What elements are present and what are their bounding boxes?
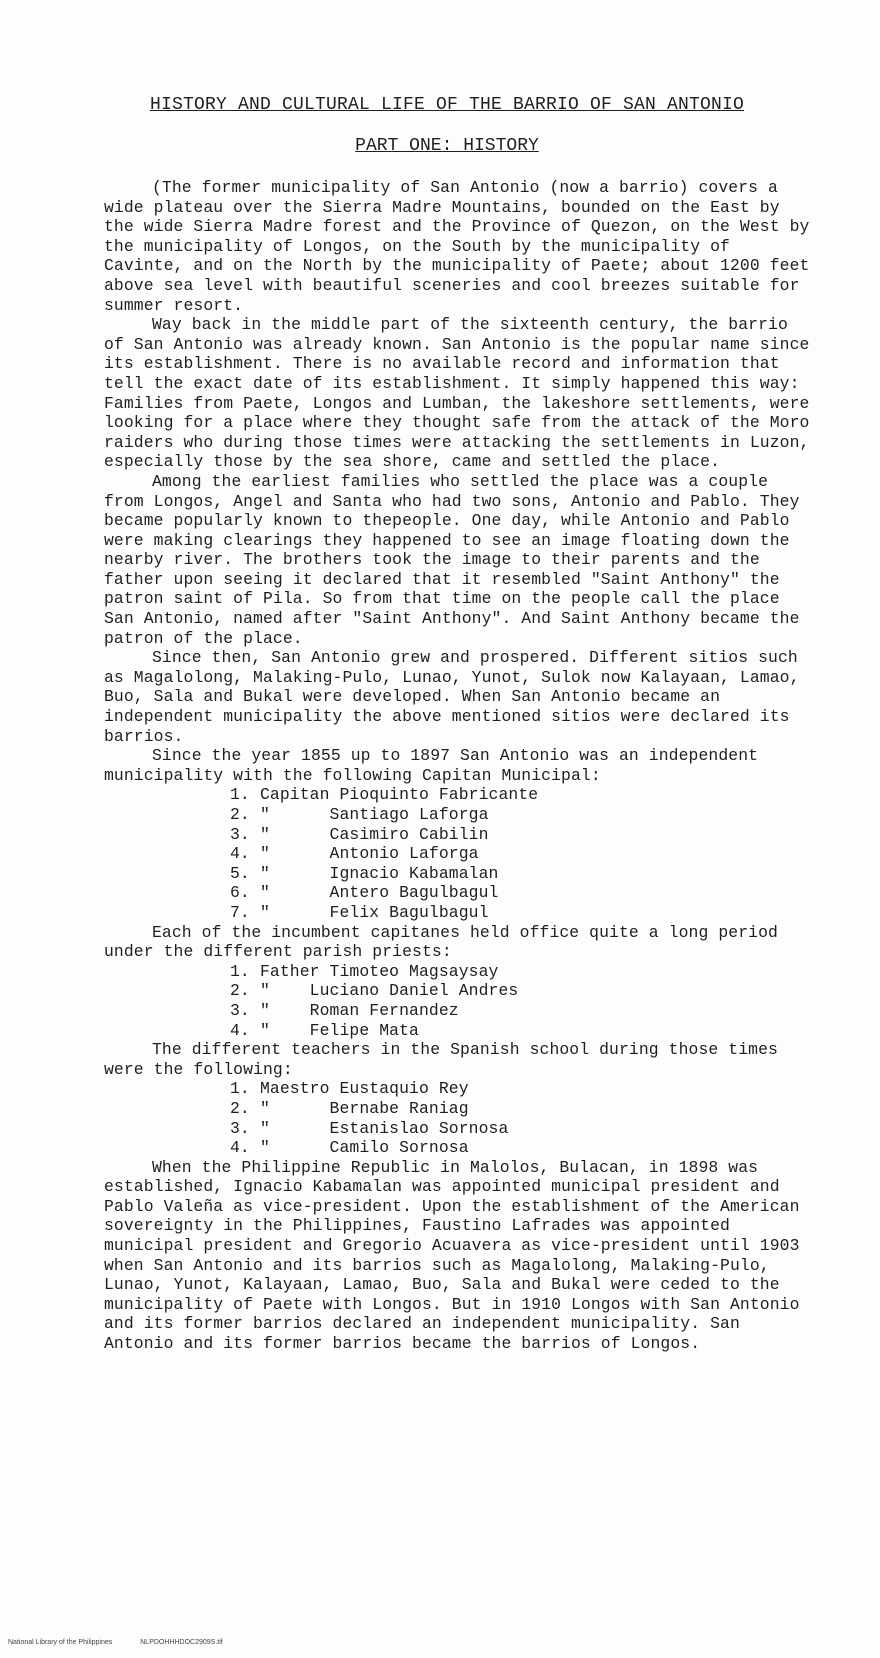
document-body xyxy=(104,178,820,1354)
list-item: 3. " Estanislao Sornosa xyxy=(230,1118,509,1138)
paragraph-naming: Among the earliest families who settled the place was a couple from Longos, Angel and Santa who had two sons, Antonio and Pablo. They became popularly known to thepeople. One day, while Antonio and Pablo were making clearings they happened to see an image floating down the nearby river. The brothers took the image to their parents and the father upon seeing it declared that it resembled "Saint Anthony" the patron saint of Pila. So from that time on the people call the place San Antonio, named after "Saint Anthony". And Saint Anthony became the patron of the place. xyxy=(104,471,810,648)
list-item: 2. " Santiago Laforga xyxy=(230,805,489,824)
scan-footer xyxy=(8,1638,249,1647)
list-item: 2. " Bernabe Raniag xyxy=(230,1098,469,1118)
paragraph-teachers: The different teachers in the Spanish school during those times were the following: xyxy=(104,1040,788,1079)
list-item: 4. " Antonio Laforga xyxy=(230,844,479,864)
document-title: HISTORY AND CULTURAL LIFE OF THE BARRIO OF SAN ANTONIO xyxy=(149,95,745,115)
list-item: 3. " Casimiro Cabilin xyxy=(230,824,489,844)
list-item: 5. " Ignacio Kabamalan xyxy=(230,863,499,883)
list-item: 4. " Camilo Sornosa xyxy=(230,1138,469,1158)
paragraph-republic: When the Philippine Republic in Malolos, Bulacan, in 1898 was established, Ignacio Kabamalan was appointed municipal president and Pablo Valeña as vice-president. Upon the establishment of the American sovereignty in the Philippines, Faustino Lafrades was appointed municipal president and Gregorio Acuavera as vice-president until 1903 when San Antonio and its barrios such as Magalolong, Malaking-Pulo, Lunao, Yunot, Kalayaan, Lamao, Buo, Sala and Bukal were ceded to the municipality of Paete with Longos. But in 1910 Longos with San Antonio and its former barrios declared an independent municipality. San Antonio and its former barrios became the barrios of Longos. xyxy=(104,1157,810,1354)
document-subtitle: PART ONE: HISTORY xyxy=(355,136,539,156)
list-item: 3. " Roman Fernandez xyxy=(230,1000,459,1020)
list-item: 7. " Felix Bagulbagul xyxy=(230,902,489,922)
file-label: NLPDOHHHDOC2909S.tif xyxy=(140,1639,223,1646)
teachers-list xyxy=(104,1079,814,1157)
list-item: 1. Father Timoteo Magsaysay xyxy=(230,961,499,981)
paragraph-origin: Way back in the middle part of the sixteenth century, the barrio of San Antonio was already known. San Antonio is the popular name since its establishment. There is no available record and information that tell the exact date of its establishment. It simply happened this way: Families from Paete, Longos and Lumban, the lakeshore settlements, were looking for a place where they thought safe from the attack of the Moro raiders who during those times were attacking the settlements in Luzon, especially those by the sea shore, came and settled the place. xyxy=(104,315,820,472)
paragraph-priests: Each of the incumbent capitanes held office quite a long period under the different parish priests: xyxy=(104,922,788,962)
paragraph-location: (The former municipality of San Antonio (now a barrio) covers a wide plateau over the Sierra Madre Mountains, bounded on the East by the wide Sierra Madre forest and the Province of Quezon, on the West by the municipality of Longos, on the South by the municipality of Cavinte, and on the North by the municipality of Paete; about 1200 feet above sea level with beautiful sceneries and cool breezes suitable for summer resort. xyxy=(104,178,820,315)
list-item: 1. Capitan Pioquinto Fabricante xyxy=(230,785,539,805)
list-item: 4. " Felipe Mata xyxy=(230,1020,419,1040)
paragraph-municipal-period: Since the year 1855 up to 1897 San Antonio was an independent municipality with the following Capitan Municipal: xyxy=(104,746,769,785)
list-item: 2. " Luciano Daniel Andres xyxy=(230,981,519,1001)
list-item: 1. Maestro Eustaquio Rey xyxy=(230,1079,469,1099)
priests-list xyxy=(104,962,814,1040)
list-item: 6. " Antero Bagulbagul xyxy=(230,883,499,903)
capitanes-list xyxy=(104,785,814,922)
paragraph-growth: Since then, San Antonio grew and prospered. Different sitios such as Magalolong, Malaking-Pulo, Lunao, Yunot, Sulok now Kalayaan, Lamao, Buo, Sala and Bukal were developed. When San Antonio became an independent municipality the above mentioned sitios were declared its barrios. xyxy=(104,648,810,746)
library-label: National Library of the Philippines xyxy=(8,1639,113,1646)
